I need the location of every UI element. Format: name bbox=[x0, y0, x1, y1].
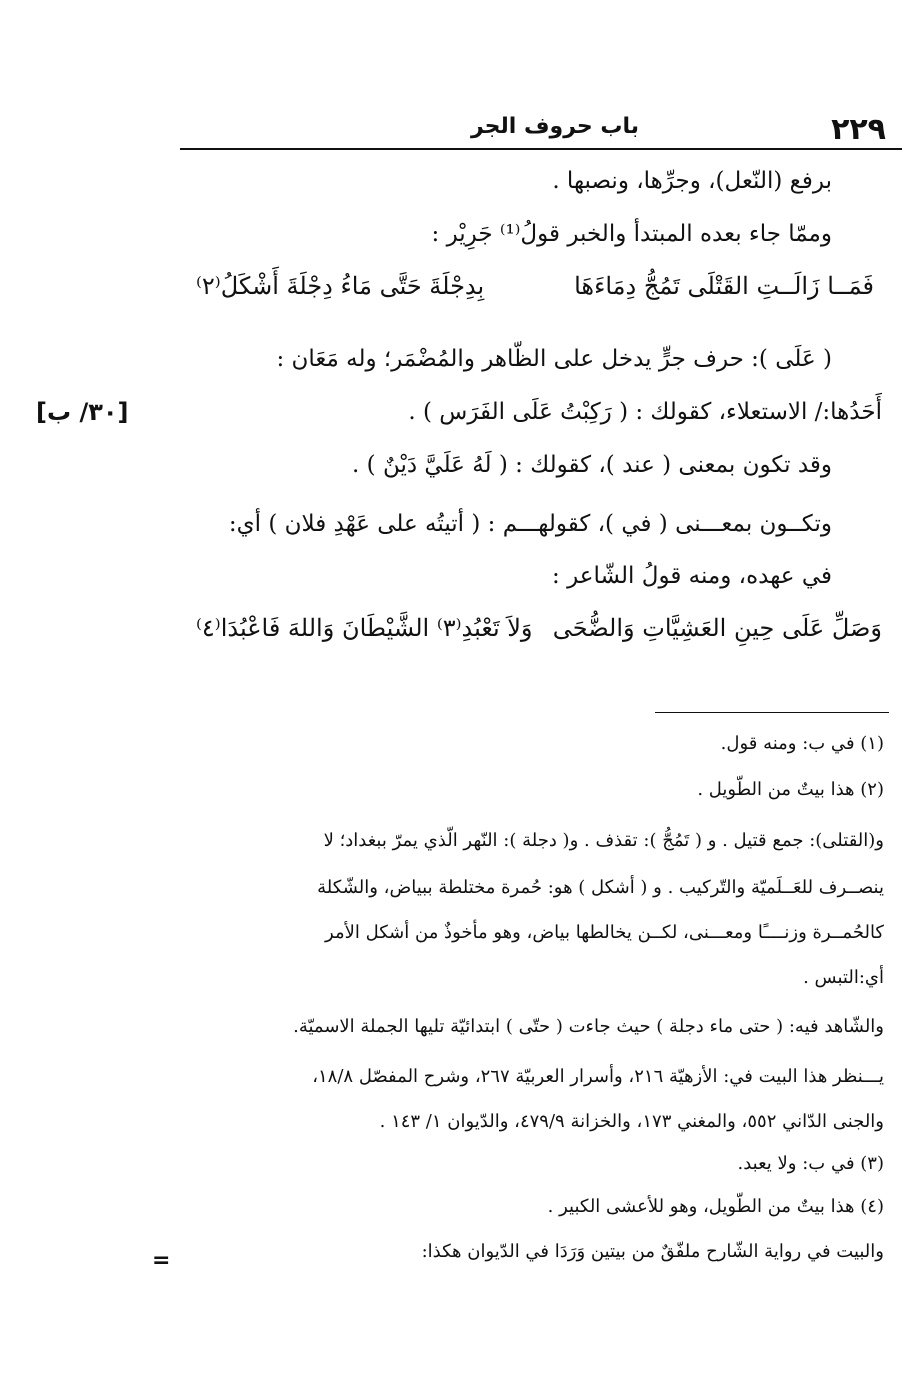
verse-2-first-hemistich: وَصَلِّ عَلَى حِينِ العَشِيَّاتِ وَالضُّحَى bbox=[552, 614, 882, 642]
footnote-2-sources-1: يـــنظر هذا البيت في: الأزهيّة ٢١٦، وأسرار العربيّة ٢٦٧، وشرح المفصّل ١٨/٨، bbox=[312, 1066, 884, 1087]
footnote-3: (٣) في ب: ولا يعبد. bbox=[737, 1153, 884, 1174]
manuscript-folio-note: [٣٠/ ب] bbox=[36, 398, 129, 426]
page-number: ٢٢٩ bbox=[831, 112, 886, 147]
body-line-2: وممّا جاء بعده المبتدأ والخبر قولُ⁽¹⁾ جَرِيْر : bbox=[431, 221, 832, 247]
body-line-5: وقد تكون بمعنى ( عند )، كقولك : ( لَهُ عَلَيَّ دَيْنٌ ) . bbox=[352, 452, 832, 478]
continuation-mark: = bbox=[152, 1248, 171, 1273]
footnote-2-line-1: و(القتلى): جمع قتيل . و ( تَمُجُّ ): تقذف . و( دجلة ): النّهر الّذي يمرّ ببغداد؛ لا bbox=[323, 830, 884, 851]
footnote-2: (٢) هذا بيتٌ من الطّويل . bbox=[697, 779, 884, 800]
footnote-rule bbox=[655, 712, 889, 713]
footnote-4-line-1: والبيت في رواية الشّارح ملفّقٌ من بيتين وَرَدَا في الدّيوان هكذا: bbox=[421, 1241, 884, 1262]
footnote-4: (٤) هذا بيتٌ من الطّويل، وهو للأعشى الكبير . bbox=[547, 1196, 884, 1217]
body-line-1: برفع (النّعل)، وجرِّها، ونصبها . bbox=[552, 168, 832, 194]
verse-1-second-hemistich: بِدِجْلَةَ حَتَّى مَاءُ دِجْلَةَ أَشْكَلُ⁽٢⁾ bbox=[196, 272, 485, 300]
footnote-2-line-2: ينصــرف للعَــلَميّة والتّركيب . و ( أشكل ) هو: حُمرة مختلطة ببياض، والشّكلة bbox=[317, 877, 884, 898]
body-line-4: أَحَدُها:/ الاستعلاء، كقولك : ( رَكِبْتُ عَلَى الفَرَس ) . bbox=[408, 399, 882, 425]
footnote-1: (١) في ب: ومنه قول. bbox=[720, 733, 884, 754]
verse-2-second-hemistich: وَلاَ تَعْبُدِ⁽٣⁾ الشَّيْطَانَ وَاللهَ فَاعْبُدَا⁽٤⁾ bbox=[196, 614, 533, 642]
footnote-2-sources-2: والجنى الدّاني ٥٥٢، والمغني ١٧٣، والخزانة ٤٧٩/٩، والدّيوان ١/ ١٤٣ . bbox=[379, 1111, 884, 1132]
chapter-title: باب حروف الجر bbox=[470, 114, 640, 139]
footnote-2-witness: والشّاهد فيه: ( حتى ماء دجلة ) حيث جاءت ( حتّى ) ابتدائيّة تليها الجملة الاسميّة. bbox=[293, 1016, 884, 1037]
footnote-2-line-3: كالحُمــرة وزنــــًا ومعـــنى، لكــن يخالطها بياض، وهو مأخوذٌ من أشكل الأمر bbox=[325, 922, 884, 943]
verse-1-first-hemistich: فَمَــا زَالَــتِ القَتْلَى تَمُجُّ دِمَاءَهَا bbox=[574, 272, 874, 300]
body-line-6: وتكــون بمعـــنى ( في )، كقولهـــم : ( أتيتُه على عَهْدِ فلان ) أي: bbox=[228, 511, 832, 537]
body-line-3: ( عَلَى ): حرف جرٍّ يدخل على الظّاهر والمُضْمَر؛ وله مَعَان : bbox=[276, 346, 832, 372]
body-line-7: في عهده، ومنه قولُ الشّاعر : bbox=[552, 563, 832, 589]
footnote-2-line-4: أي:التبس . bbox=[803, 967, 884, 988]
header-rule bbox=[180, 148, 902, 150]
